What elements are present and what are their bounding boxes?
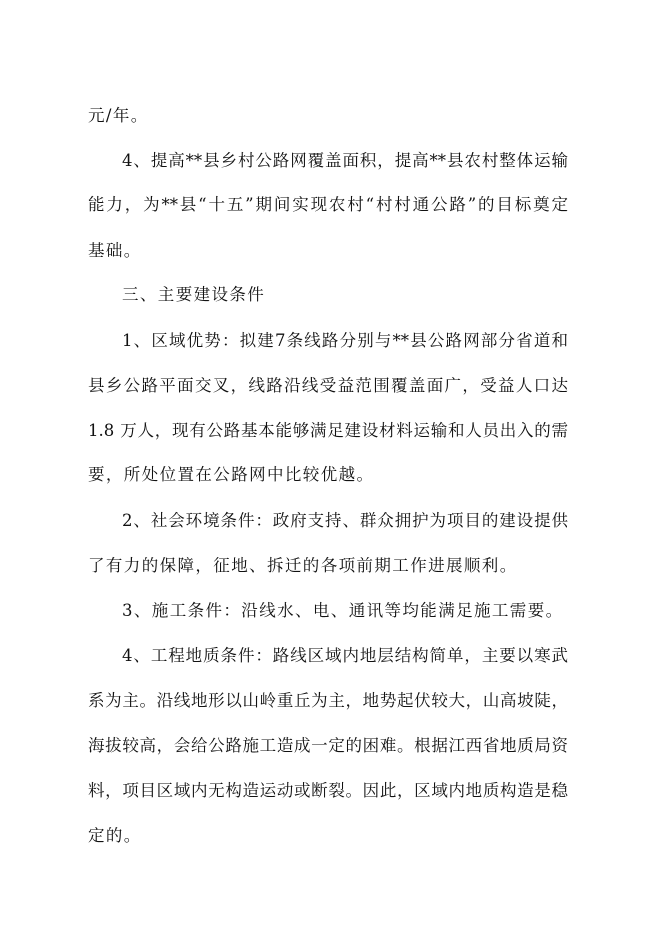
text-line: 定的。 xyxy=(88,826,142,845)
text-line: 料，项目区域内无构造运动或断裂。因此，区域内地质构造是稳 xyxy=(88,781,568,800)
text-line: 4、工程地质条件：路线区域内地层结构简单，主要以寒武 xyxy=(122,646,568,665)
text-line: 元/年。 xyxy=(88,106,149,125)
text-line: 系为主。沿线地形以山岭重丘为主，地势起伏较大，山高坡陡， xyxy=(88,691,568,710)
text-line: 海拔较高，会给公路施工造成一定的困难。根据江西省地质局资 xyxy=(88,736,568,755)
text-line: 县乡公路平面交叉，线路沿线受益范围覆盖面广，受益人口达 xyxy=(88,376,568,395)
text-line: 3、施工条件：沿线水、电、通讯等均能满足施工需要。 xyxy=(122,601,564,620)
section-heading: 三、主要建设条件 xyxy=(122,285,266,304)
text-line: 要，所处位置在公路网中比较优越。 xyxy=(88,465,375,484)
text-line: 基础。 xyxy=(88,241,142,260)
text-line: 1、区域优势：拟建7条线路分别与**县公路网部分省道和 xyxy=(122,331,568,350)
text-line: 2、社会环境条件：政府支持、群众拥护为项目的建设提供 xyxy=(122,511,568,530)
text-line: 4、提高**县乡村公路网覆盖面积，提高**县农村整体运输 xyxy=(122,151,568,170)
text-line: 能力，为**县“十五”期间实现农村“村村通公路”的目标奠定 xyxy=(88,195,568,214)
text-line: 1.8 万人，现有公路基本能够满足建设材料运输和人员出入的需 xyxy=(88,421,568,440)
text-line: 了有力的保障，征地、拆迁的各项前期工作进展顺利。 xyxy=(88,556,518,575)
